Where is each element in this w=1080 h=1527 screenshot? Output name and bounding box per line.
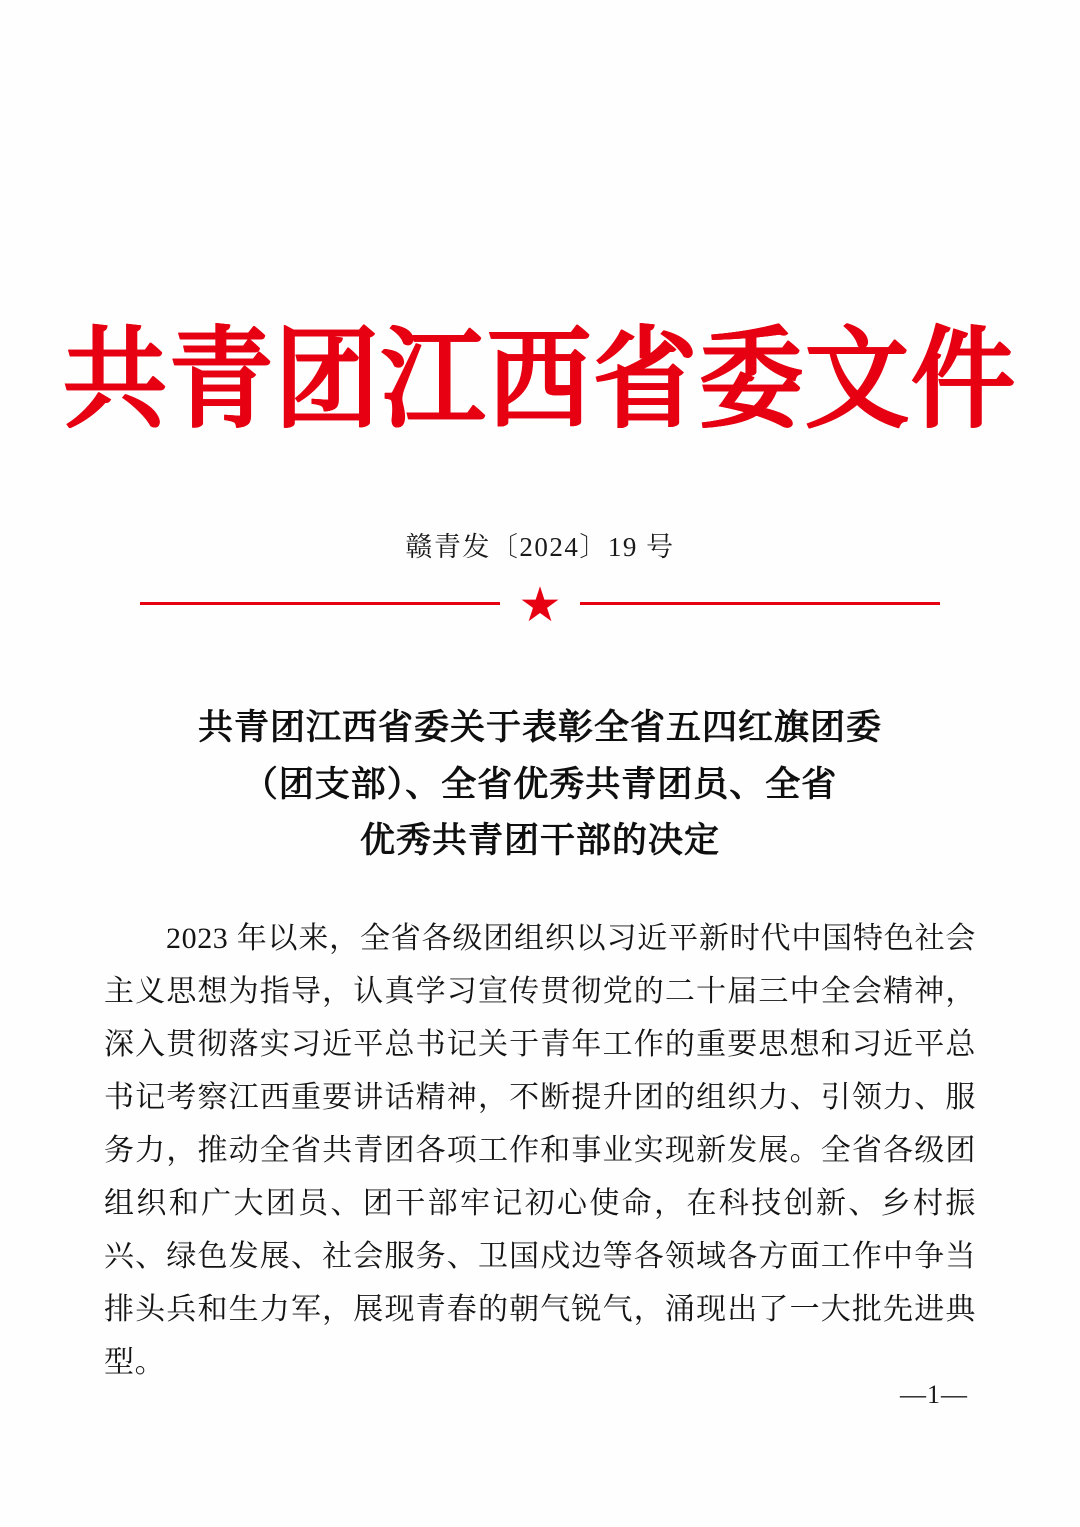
document-title: [118, 700, 962, 870]
title-line-1: 共青团江西省委关于表彰全省五四红旗团委: [197, 708, 882, 747]
document-number: 赣青发〔2024〕19 号: [405, 532, 675, 562]
body-paragraph-1: 2023 年以来，全省各级团组织以习近平新时代中国特色社会主义思想为指导，认真学习宣传贯彻党的二十届三中全会精神，深入贯彻落实习近平总书记关于青年工作的重要思想和习近平总书记考察江西重要讲话精神，不断提升团的组织力、引领力、服务力，推动全省共青团各项工作和事业实现新发展。全省各级团组织和广大团员、团干部牢记初心使命，在科技创新、乡村振兴、绿色发展、社会服务、卫国戍边等各领域各方面工作中争当排头兵和生力军，展现青春的朝气锐气，涌现出了一大批先进典型。: [104, 922, 976, 1379]
document-body: [104, 912, 976, 1389]
masthead-title: 共青团江西省委文件: [62, 319, 1017, 442]
red-divider: [140, 579, 940, 632]
divider-line-right: [580, 602, 940, 605]
star-icon: ★: [518, 579, 562, 632]
page-number: —1—: [900, 1380, 968, 1409]
masthead: [0, 319, 1080, 442]
divider-line-left: [140, 602, 500, 605]
title-line-2: （团支部）、全省优秀共青团员、全省: [242, 764, 838, 804]
title-line-3: 优秀共青团干部的决定: [359, 821, 720, 861]
